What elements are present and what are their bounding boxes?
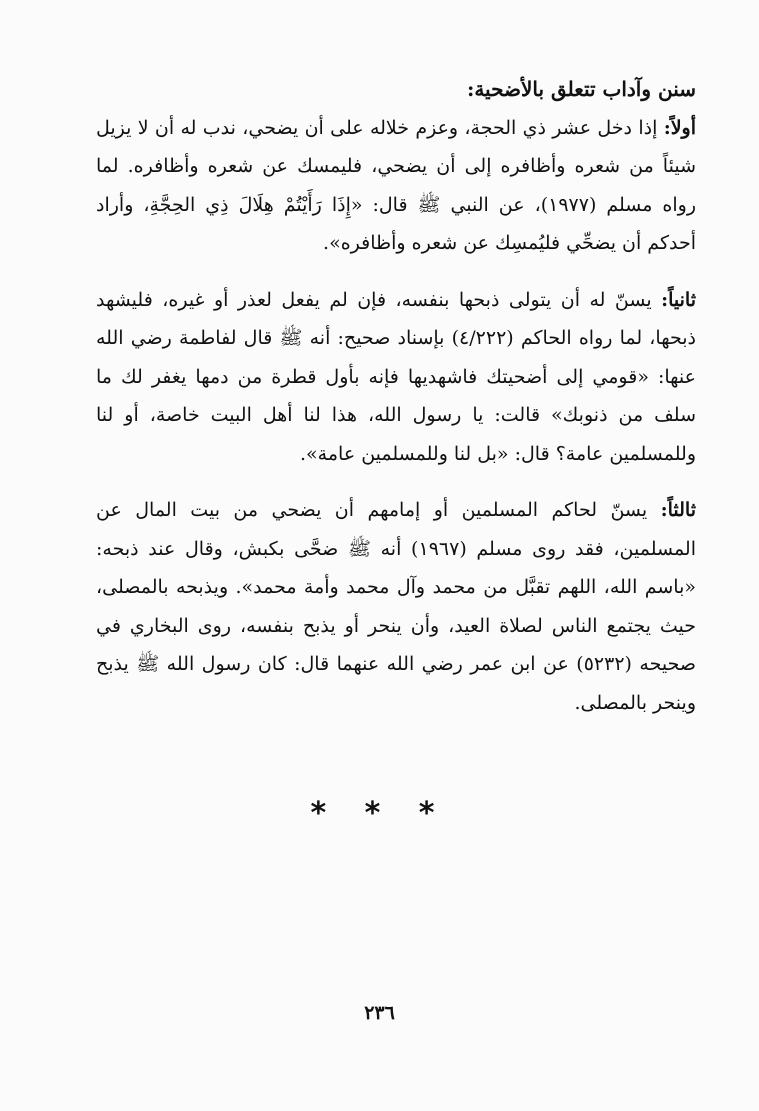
section-heading: سنن وآداب تتعلق بالأضحية: [466, 77, 696, 101]
paragraph-text: إذا دخل عشر ذي الحجة، وعزم خلاله على أن يضحي، ندب له أن لا يزيل شيئاً من شعره وأظافره إلى أن يضحي، فليمسك عن شعره وأظافره. لما رواه مسلم (١٩٧٧)، عن النبي ﷺ قال: «إِذَا رَأَيْتُمْ هِلَالَ ذِي الحِجَّةِ، وأراد أحدكم أن يضحِّي فليُمسِك عن شعره وأظافره». [96, 116, 696, 254]
paragraph-third [96, 491, 696, 722]
page-number: ٢٣٦ [364, 1002, 395, 1024]
paragraph-first [96, 109, 696, 263]
paragraph-lead: ثالثاً: [660, 499, 696, 521]
paragraph-text: يسنّ لحاكم المسلمين أو إمامهم أن يضحي من بيت المال عن المسلمين، فقد روى مسلم (١٩٦٧) أنه ﷺ ضحَّى بكبش، وقال عند ذبحه: «باسم الله، اللهم تقبَّل من محمد وآل محمد وأمة محمد». ويذبحه بالمصلى، حيث يجتمع الناس لصلاة العيد، وأن ينحر أو يذبح بنفسه، روى البخاري في صحيحه (٥٢٣٢) عن ابن عمر رضي الله عنهما قال: كان رسول الله ﷺ يذبح وينحر بالمصلى. [96, 499, 696, 714]
section-separator: * * * [310, 796, 449, 831]
paragraph-lead: أولاً: [663, 116, 696, 139]
paragraph-second [96, 281, 696, 474]
paragraph-text: يسنّ له أن يتولى ذبحها بنفسه، فإن لم يفعل لعذر أو غيره، فليشهد ذبحها، لما رواه الحاكم (٤/٢٢٢) بإسناد صحيح: أنه ﷺ قال لفاطمة رضي الله عنها: «قومي إلى أضحيتك فاشهديها فإنه بأول قطرة من دمها يغفر لك ما سلف من ذنوبك» قالت: يا رسول الله، هذا لنا أهل البيت خاصة، أو لنا وللمسلمين عامة؟ قال: «بل لنا وللمسلمين عامة». [96, 288, 696, 465]
page-body [96, 70, 696, 722]
paragraph-lead: ثانياً: [661, 288, 696, 311]
